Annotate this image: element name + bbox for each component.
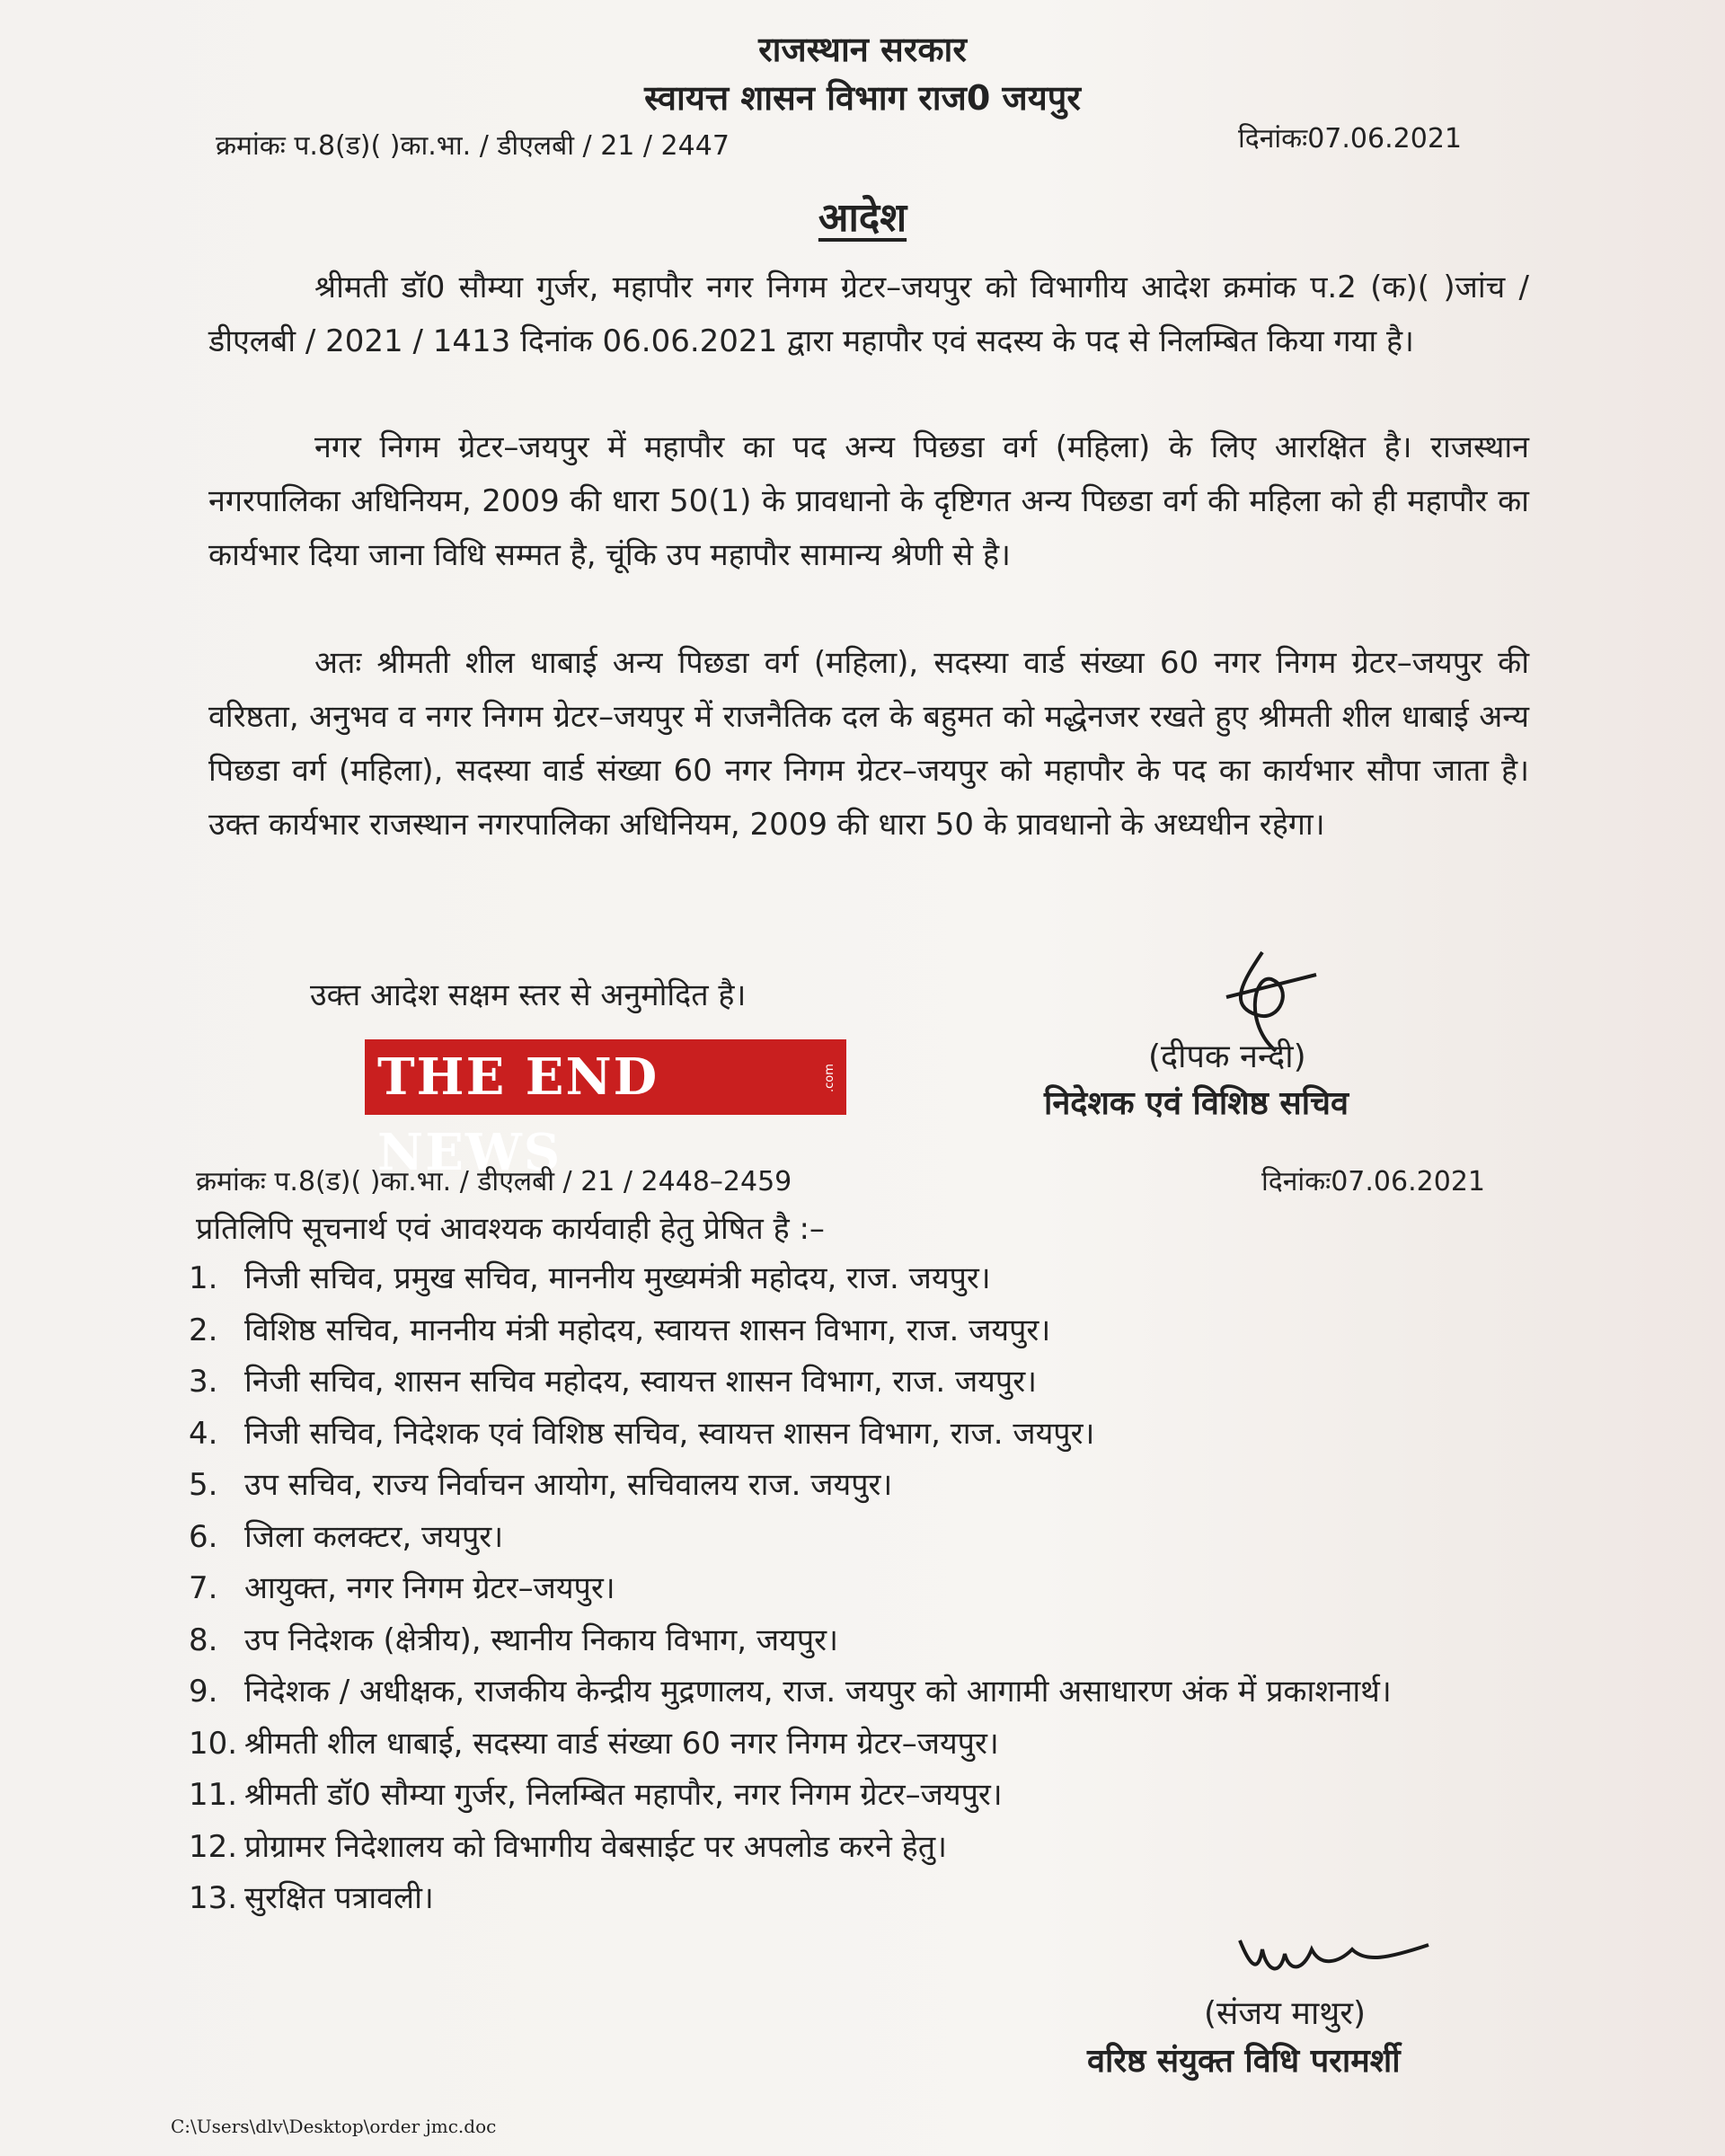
department-header: स्वायत्त शासन विभाग राज0 जयपुर [644, 78, 1081, 118]
approval-note: उक्त आदेश सक्षम स्तर से अनुमोदित है। [310, 977, 747, 1013]
list-item: 1. निजी सचिव, प्रमुख सचिव, माननीय मुख्यमंत्री महोदय, राज. जयपुर। [189, 1260, 991, 1296]
signature-2 [1231, 1922, 1438, 1994]
signatory-1-designation: निदेशक एवं विशिष्ठ सचिव [1044, 1085, 1349, 1122]
list-item: 6. जिला कलक्टर, जयपुर। [189, 1518, 504, 1555]
list-item: 12. प्रोग्रामर निदेशालय को विभागीय वेबसाईट पर अपलोड करने हेतु। [189, 1828, 947, 1865]
copy-intro: प्रतिलिपि सूचनार्थ एवं आवश्यक कार्यवाही हेतु प्रेषित है :– [196, 1211, 825, 1247]
list-item: 3. निजी सचिव, शासन सचिव महोदय, स्वायत्त शासन विभाग, राज. जयपुर। [189, 1364, 1038, 1400]
list-item: 13. सुरक्षित पत्रावली। [189, 1880, 434, 1916]
paragraph-appointment: अतः श्रीमती शील धाबाई अन्य पिछडा वर्ग (महिला), सदस्या वार्ड संख्या 60 नगर निगम ग्रेटर–जयपुर की वरिष्ठता, अनुभव व नगर निगम ग्रेटर–जयपुर में राजनैतिक दल के बहुमत को मद्धेनजर रखते हुए श्रीमती शील धाबाई अन्य पिछडा वर्ग (महिला), सदस्या वार्ड संख्या 60 नगर निगम ग्रेटर–जयपुर को महापौर के पद का कार्यभार सौपा जाता है। उक्त कार्यभार राजस्थान नगरपालिका अधिनियम, 2009 की धारा 50 के प्रावधानो के अध्यधीन रहेगा। [208, 645, 1529, 843]
watermark-logo: THE END NEWS [365, 1039, 846, 1115]
list-item: 11. श्रीमती डॉ0 सौम्या गुर्जर, निलम्बित महापौर, नगर निगम ग्रेटर–जयपुर। [189, 1777, 1003, 1813]
reference-date: दिनांकः07.06.2021 [1238, 123, 1462, 155]
list-item: 7. आयुक्त, नगर निगम ग्रेटर–जयपुर। [189, 1570, 615, 1606]
list-item: 2. विशिष्ठ सचिव, माननीय मंत्री महोदय, स्वायत्त शासन विभाग, राज. जयपुर। [189, 1312, 1051, 1348]
reference-number: क्रमांकः प.8(ड)( )का.भा. / डीएलबी / 21 / 2447 [216, 130, 730, 162]
file-path-footer: C:\Users\dlv\Desktop\order jmc.doc [171, 2116, 497, 2137]
government-header: राजस्थान सरकार [758, 30, 967, 69]
list-item: 5. उप सचिव, राज्य निर्वाचन आयोग, सचिवालय राज. जयपुर। [189, 1467, 893, 1503]
signatory-2-designation: वरिष्ठ संयुक्त विधि परामर्शी [1087, 2043, 1401, 2080]
list-item: 4. निजी सचिव, निदेशक एवं विशिष्ठ सचिव, स्वायत्त शासन विभाग, राज. जयपुर। [189, 1415, 1095, 1452]
paragraph-reservation: नगर निगम ग्रेटर–जयपुर में महापौर का पद अन्य पिछडा वर्ग (महिला) के लिए आरक्षित है। राजस्थान नगरपालिका अधिनियम, 2009 की धारा 50(1) के प्रावधानो के दृष्टिगत अन्य पिछडा वर्ग की महिला को ही महापौर का कार्यभार दिया जाना विधि सम्मत है, चूंकि उप महापौर सामान्य श्रेणी से है। [208, 429, 1529, 573]
signatory-1-name: (दीपक नन्दी) [1148, 1038, 1306, 1075]
list-item: 8. उप निदेशक (क्षेत्रीय), स्थानीय निकाय विभाग, जयपुर। [189, 1621, 838, 1658]
list-item: 9. निदेशक / अधीक्षक, राजकीय केन्द्रीय मुद्रणालय, राज. जयपुर को आगामी असाधारण अंक में प्रकाशनार्थ। [189, 1674, 1392, 1710]
copy-reference-number: क्रमांकः प.8(ड)( )का.भा. / डीएलबी / 21 / 2448–2459 [196, 1166, 792, 1197]
copy-recipient-list [189, 1253, 1581, 1925]
order-title: आदेश [818, 195, 907, 241]
watermark-logo-suffix: .com [823, 1064, 836, 1092]
list-item: 10. श्रीमती शील धाबाई, सदस्या वार्ड संख्या 60 नगर निगम ग्रेटर–जयपुर। [189, 1725, 999, 1762]
copy-reference-date: दिनांकः07.06.2021 [1261, 1166, 1485, 1197]
paragraph-suspension: श्रीमती डॉ0 सौम्या गुर्जर, महापौर नगर निगम ग्रेटर–जयपुर को विभागीय आदेश क्रमांक प.2 (क)( )जांच / डीएलबी / 2021 / 1413 दिनांक 06.06.2021 द्वारा महापौर एवं सदस्य के पद से निलम्बित किया गया है। [208, 270, 1529, 359]
signatory-2-name: (संजय माथुर) [1204, 1995, 1367, 2032]
